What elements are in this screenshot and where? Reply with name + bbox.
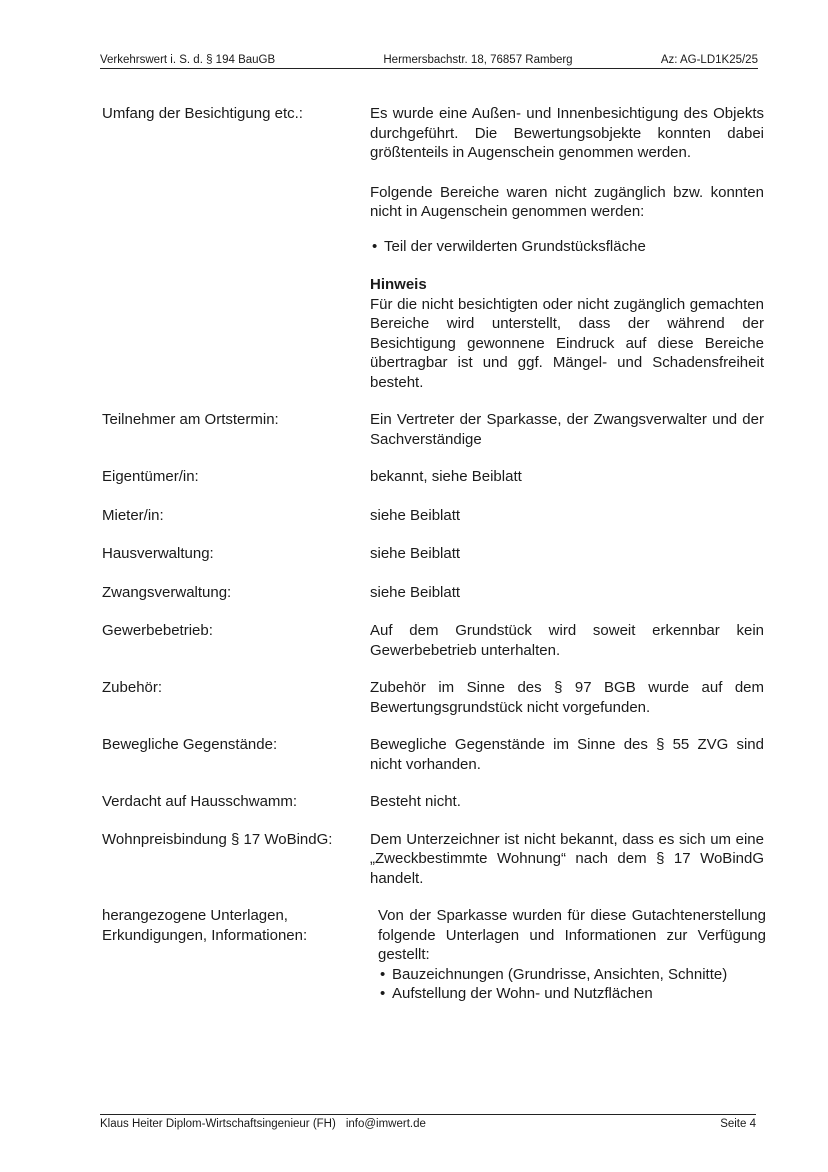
hint-title: Hinweis xyxy=(370,276,427,293)
value-umfang xyxy=(370,104,764,392)
row-zwangsverwaltung xyxy=(102,583,766,603)
label-beweglich: Bewegliche Gegenstände: xyxy=(102,736,278,753)
unterlagen-bullet-list xyxy=(378,965,766,1004)
page-header xyxy=(100,54,758,69)
row-gewerbe xyxy=(102,621,766,660)
value-hausverwaltung: siehe Beiblatt xyxy=(370,545,461,562)
umfang-bullet-item: • Teil der verwilderten Grundstücksfläche xyxy=(370,237,764,257)
value-schwamm: Besteht nicht. xyxy=(370,793,461,810)
value-unterlagen xyxy=(378,906,766,1004)
header-address: Hermersbachstr. 18, 76857 Ramberg xyxy=(383,54,573,66)
label-gewerbe: Gewerbebetrieb: xyxy=(102,622,213,639)
label-teilnehmer: Teilnehmer am Ortstermin: xyxy=(102,411,279,428)
label-zubehoer: Zubehör: xyxy=(102,679,163,696)
document-body xyxy=(102,104,766,1004)
page-footer xyxy=(100,1114,756,1130)
label-eigentuemer: Eigentümer/in: xyxy=(102,468,199,485)
row-unterlagen xyxy=(102,906,766,1004)
value-teilnehmer: Ein Vertreter der Sparkasse, der Zwangsverwalter und der Sachverständige xyxy=(370,411,764,448)
value-zubehoer: Zubehör im Sinne des § 97 BGB wurde auf dem Bewertungsgrundstück nicht vorgefunden. xyxy=(370,679,764,716)
label-wohnpreis: Wohnpreisbindung § 17 WoBindG: xyxy=(102,830,333,848)
row-umfang xyxy=(102,104,766,392)
footer-author: Klaus Heiter Diplom-Wirtschaftsingenieur (FH) xyxy=(100,1118,336,1130)
row-zubehoer xyxy=(102,678,766,717)
row-beweglich xyxy=(102,735,766,774)
value-wohnpreis: Dem Unterzeichner ist nicht bekannt, dass es sich um eine „Zweckbestimmte Wohnung“ nach dem § 17 WoBindG handelt. xyxy=(370,830,764,887)
header-valuation-basis: Verkehrswert i. S. d. § 194 BauGB xyxy=(100,54,276,66)
label-zwangsverwaltung: Zwangsverwaltung: xyxy=(102,583,232,601)
umfang-paragraph-2: Folgende Bereiche waren nicht zugänglich bzw. konnten nicht in Augenschein genommen werden: xyxy=(370,183,764,220)
label-umfang: Umfang der Besichtigung etc.: xyxy=(102,105,303,122)
unterlagen-bullet-item: • Aufstellung der Wohn- und Nutzflächen xyxy=(378,984,766,1004)
row-mieter xyxy=(102,506,766,526)
value-mieter: siehe Beiblatt xyxy=(370,506,461,524)
label-mieter: Mieter/in: xyxy=(102,506,164,524)
label-schwamm: Verdacht auf Hausschwamm: xyxy=(102,793,298,810)
footer-email: info@imwert.de xyxy=(345,1118,426,1130)
value-zwangsverwaltung: siehe Beiblatt xyxy=(370,583,461,601)
footer-page-number: Seite 4 xyxy=(720,1118,756,1130)
row-wohnpreis xyxy=(102,830,766,889)
umfang-paragraph-1: Es wurde eine Außen- und Innenbesichtigung des Objekts durchgeführt. Die Bewertungsobjekte konnten dabei größtenteils in Augenschein genommen werden. xyxy=(370,105,764,161)
row-teilnehmer xyxy=(102,410,766,449)
unterlagen-text: Von der Sparkasse wurden für diese Gutachtenerstellung folgende Unterlagen und Informationen zur Verfügung gestellt: xyxy=(378,907,766,963)
row-schwamm xyxy=(102,792,766,812)
umfang-bullet-list xyxy=(370,237,764,257)
hint-text: Für die nicht besichtigten oder nicht zugänglich gemachten Bereiche wird unterstellt, dass der während der Besichtigung gewonnene Eindruck auf diese Bereiche übertragbar ist und ggf. Mängel- und Schadensfreiheit besteht. xyxy=(370,295,764,391)
value-gewerbe: Auf dem Grundstück wird soweit erkennbar kein Gewerbebetrieb unterhalten. xyxy=(370,622,764,659)
label-unterlagen: herangezogene Unterlagen, Erkundigungen, Informationen: xyxy=(102,907,308,944)
row-eigentuemer xyxy=(102,467,766,487)
label-hausverwaltung: Hausverwaltung: xyxy=(102,545,214,562)
row-hausverwaltung xyxy=(102,544,766,564)
unterlagen-bullet-item: • Bauzeichnungen (Grundrisse, Ansichten, Schnitte) xyxy=(378,965,766,985)
value-beweglich: Bewegliche Gegenstände im Sinne des § 55 ZVG sind nicht vorhanden. xyxy=(370,736,764,773)
value-eigentuemer: bekannt, siehe Beiblatt xyxy=(370,468,522,485)
header-file-reference: Az: AG-LD1K25/25 xyxy=(660,54,758,66)
